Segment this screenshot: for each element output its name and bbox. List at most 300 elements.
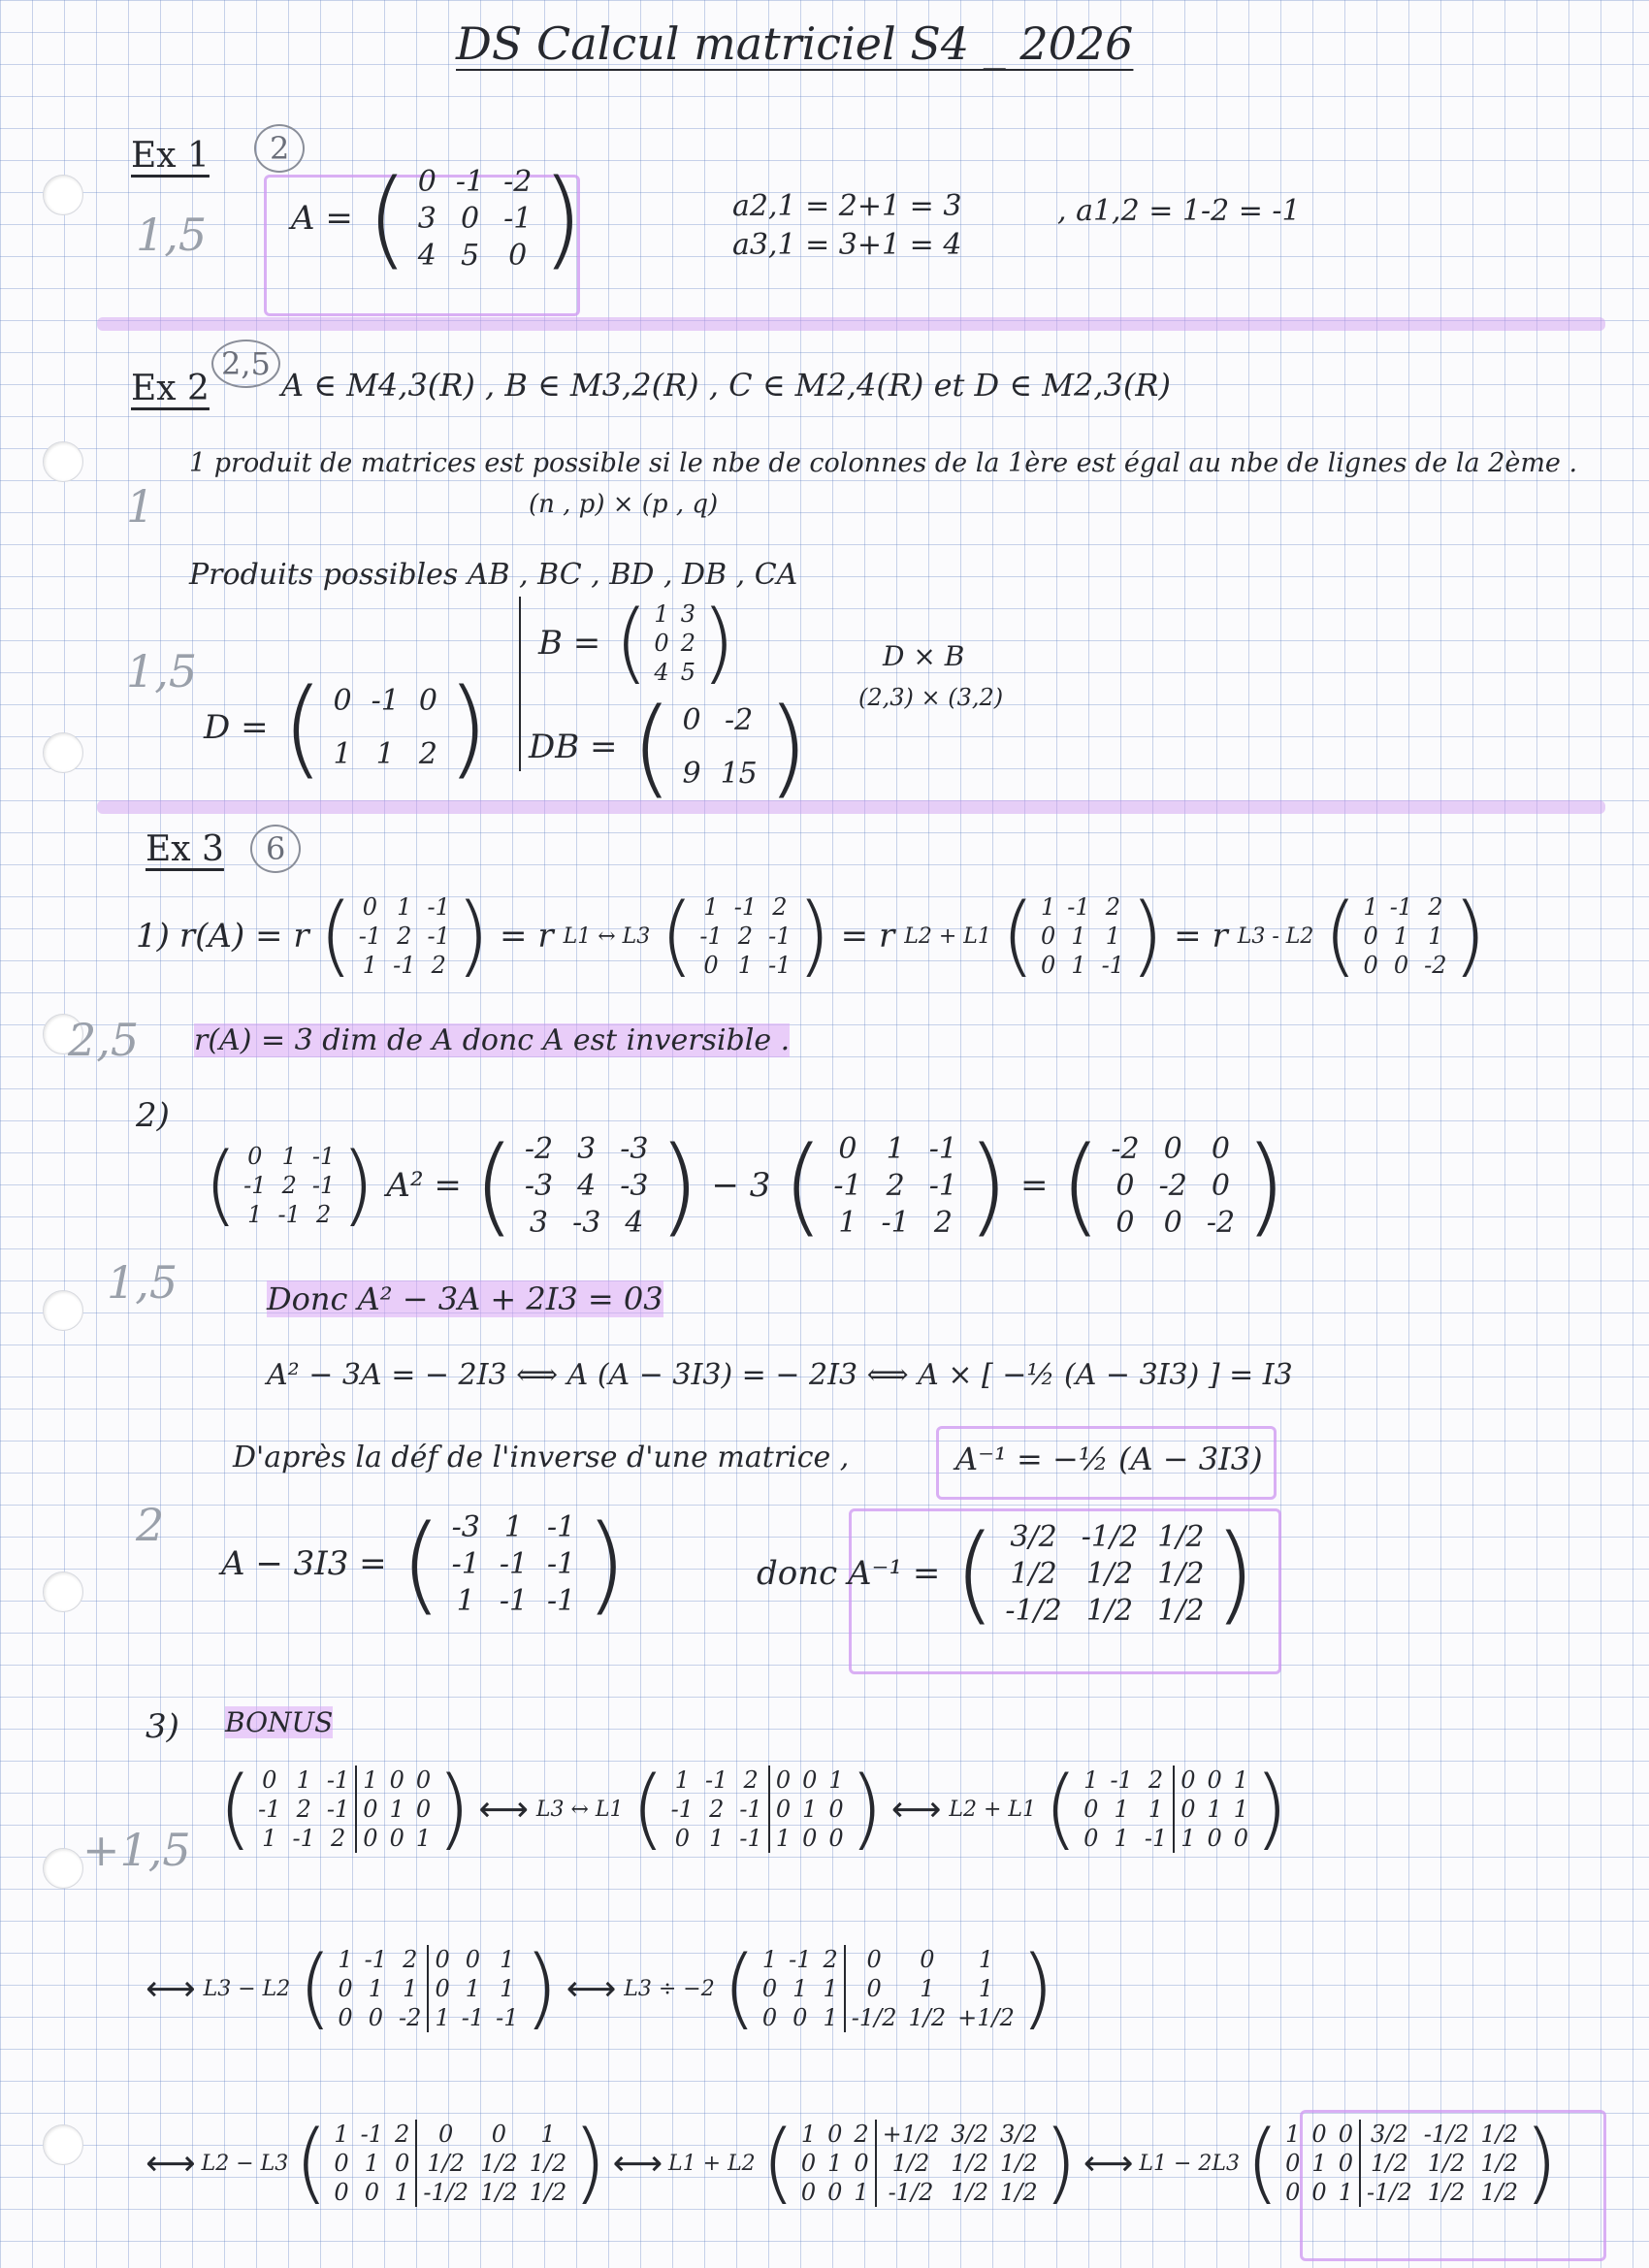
matrix-cell: 3/2 [1010, 1519, 1057, 1554]
matrix-row [1078, 1766, 1254, 1795]
matrix-cell: 1 [403, 1975, 418, 2002]
matrix-cell: 3 [417, 201, 436, 236]
ex1-label: Ex 1 [131, 136, 210, 176]
matrix-cell: 1 [1114, 1796, 1129, 1823]
matrix-cell: 2 [296, 1796, 311, 1823]
matrix-row [238, 1200, 340, 1229]
matrix-cell: 1 [823, 1975, 838, 2002]
matrix-cell: 0 [828, 1796, 844, 1823]
matrix-A [366, 156, 584, 280]
matrix-cell: 1/2 [1157, 1556, 1205, 1591]
ex3-margin-score-3: 2 [136, 1499, 165, 1551]
matrix-cell: 3 [680, 600, 695, 628]
ex3-margin-score-1: 2,5 [68, 1014, 140, 1066]
matrix-cell: -1 [1389, 893, 1413, 921]
matrix-row [515, 1204, 659, 1241]
matrix-cell: 1 [1207, 1796, 1222, 1823]
matrix-cell: -2 [399, 2004, 422, 2031]
matrix-row [795, 2149, 1044, 2178]
matrix-row [824, 1130, 967, 1167]
matrix-cell: 1 [920, 1975, 935, 2002]
binder-hole [43, 175, 83, 215]
matrix-cell: 1 [1040, 893, 1056, 921]
matrix-cell: -1 [258, 1796, 281, 1823]
matrix-grid [824, 1130, 967, 1241]
matrix-cell: 1 [1233, 1796, 1249, 1823]
matrix-cell: 2 [397, 923, 412, 950]
matrix-cell: 0 [362, 893, 378, 921]
matrix-cell: -2 [1111, 1131, 1140, 1166]
gauss-jordan-row-2: ⟷ L3 − L2 ( 1 -1 2 0 0 1 0 1 1 0 1 1 0 0 -2 1 -1 -1 ) ⟷ L3 ÷ −2 ( 1 -1 2 0 0 1 0 1 1 0 1 1 0 0 1 -1/2 1/2 +1/2 ) [146, 1937, 1054, 2039]
matrix-cell: -1/2 [845, 2003, 903, 2032]
matrix-row [795, 2120, 1044, 2149]
q3-label: 3) [146, 1707, 179, 1746]
paren-left: ( [472, 1123, 515, 1247]
matrix-row [757, 2003, 1020, 2032]
augmented-matrix [1245, 2112, 1559, 2214]
matrix-cell: 0 [800, 2179, 817, 2206]
paren-right: ) [849, 1758, 884, 1860]
matrix-cell: 0 [418, 684, 437, 718]
matrix-cell: 0 [802, 1825, 818, 1852]
matrix-cell: 1/2 [1000, 2150, 1038, 2177]
augmented-matrix [294, 2112, 607, 2214]
matrix-cell: -1 [670, 1796, 695, 1823]
matrix-cell: 4 [654, 659, 669, 686]
matrix-cell: 1 [362, 952, 378, 979]
augmented-matrix [218, 1758, 471, 1860]
paren-left: ( [614, 592, 649, 694]
matrix-cell: 2 [431, 952, 446, 979]
matrix-row [442, 1508, 586, 1545]
paren-left: ( [630, 1758, 665, 1860]
matrix-row [1358, 922, 1453, 951]
matrix-row [408, 200, 542, 237]
matrix-cell: 2 [281, 1172, 297, 1199]
matrix-cell: 0 [1163, 1131, 1182, 1166]
matrix-grid [328, 2120, 572, 2207]
paren-left: ( [1245, 2112, 1280, 2214]
matrix-cell: 1 [654, 600, 669, 628]
matrix-cell: 1/2 [480, 2179, 518, 2206]
matrix-A-label: A = [291, 199, 353, 238]
matrix-DB [630, 685, 809, 809]
matrix-cell: 1 [338, 1946, 353, 1973]
matrix-cell: 1 [334, 2121, 349, 2148]
matrix-cell: 1 [1105, 923, 1120, 950]
matrix-cell: -1 [789, 1946, 812, 1973]
matrix-row [353, 922, 456, 951]
matrix-cell: -1 [326, 1796, 350, 1823]
matrix-cell: -2 [524, 1131, 554, 1166]
matrix-cell: 1 [978, 1946, 994, 1973]
paren-right: ) [1213, 1511, 1256, 1636]
matrix-cell: 1/2 [1010, 1556, 1057, 1591]
matrix-cell: 0 [761, 2004, 778, 2031]
matrix-cell: -1 [699, 923, 723, 950]
matrix-cell: 2 [330, 1825, 346, 1852]
matrix-grid [648, 599, 701, 687]
matrix-cell: 1 [1363, 893, 1378, 921]
matrix-row [442, 1545, 586, 1582]
augmented-matrix [298, 1937, 559, 2039]
matrix-row [1035, 922, 1130, 951]
matrix-cell: 2 [772, 893, 788, 921]
matrix-cell: 0 [1083, 1796, 1099, 1823]
matrix-cell: -1 [371, 684, 400, 718]
matrix-cell: 1/2 [951, 2150, 989, 2177]
matrix-cell: 1 [281, 1143, 297, 1170]
matrix-row [1358, 951, 1453, 980]
augmented-matrix [630, 1758, 884, 1860]
matrix-cell: -1 [833, 1168, 862, 1203]
matrix-cell: 0 [417, 164, 436, 199]
matrix-cell: 0 [428, 1974, 455, 2003]
matrix-cell: 1 [356, 1766, 383, 1795]
matrix-cell: 1 [503, 1509, 523, 1544]
matrix-cell: -1/2 [1423, 2121, 1470, 2148]
matrix-row [665, 1795, 850, 1824]
matrix-cell: -1 [451, 1546, 480, 1581]
matrix-cell: 2 [1105, 893, 1120, 921]
matrix-grid [332, 1945, 524, 2032]
matrix-row [1035, 892, 1130, 922]
paren-right: ) [572, 2112, 607, 2214]
matrix-cell: 1 [1174, 1824, 1201, 1853]
row-operation: L2 + L1 [949, 1797, 1037, 1822]
ex1-calc-1: a2,1 = 2+1 = 3 [732, 189, 962, 223]
matrix-cell: -1/2 [1360, 2178, 1418, 2207]
matrix-row [757, 1974, 1020, 2003]
matrix-cell: 0 [802, 1766, 818, 1794]
matrix-cell: 1/2 [1085, 1556, 1134, 1591]
matrix-grid [408, 163, 542, 274]
matrix-cell: 0 [334, 2150, 349, 2177]
matrix-cell: 0 [845, 1945, 903, 1974]
matrix-cell: 0 [1116, 1168, 1135, 1203]
ex3-margin-score-2: 1,5 [107, 1256, 178, 1309]
row-operation: L1 + L2 [668, 2151, 756, 2176]
paren-right: ) [1245, 1123, 1286, 1247]
matrix-cell: 1/2 [1000, 2179, 1038, 2206]
ex2-score: 2,5 [211, 340, 280, 388]
matrix-cell: 0 [1338, 2150, 1353, 2177]
matrix-cell: -1 [277, 1201, 301, 1228]
matrix-cell: 4 [577, 1168, 597, 1203]
matrix-row [332, 1974, 524, 2003]
matrix-row [332, 1945, 524, 1974]
ex2-matrix-DB [529, 685, 809, 809]
matrix-cell: -1 [503, 201, 533, 236]
matrix-cell: -1 [326, 1766, 350, 1794]
matrix-grid [1279, 2120, 1524, 2207]
matrix-row [648, 599, 701, 629]
matrix-row [323, 674, 446, 728]
matrix-cell: 1 [333, 737, 352, 771]
matrix-cell: -2 [1206, 1205, 1236, 1240]
matrix-cell: -1 [499, 1583, 529, 1618]
matrix-cell: 1 [247, 1201, 263, 1228]
matrix-row [672, 694, 766, 747]
matrix-cell: 1 [827, 2150, 843, 2177]
matrix-cell: -1 [311, 1143, 336, 1170]
matrix-grid [252, 1766, 436, 1853]
matrix-grid [1358, 892, 1453, 980]
matrix-cell: -1 [461, 2004, 485, 2031]
matrix-row [824, 1204, 967, 1241]
matrix-cell: 1/2 [1427, 2150, 1466, 2177]
matrix-cell: 4 [417, 238, 436, 273]
matrix-row [995, 1592, 1213, 1629]
matrix-cell: -1 [496, 2004, 519, 2031]
matrix-row [328, 2120, 572, 2149]
matrix-cell: 2 [403, 1946, 418, 1973]
matrix-cell: 1 [828, 1766, 844, 1794]
matrix-cell: 0 [1040, 952, 1056, 979]
matrix-cell: 5 [680, 659, 695, 686]
paren-left: ( [281, 665, 324, 790]
row-op-3: L3 - L2 [1237, 923, 1314, 949]
section-separator [97, 800, 1605, 814]
matrix-cell: -1 [547, 1583, 576, 1618]
ex3-score: 6 [250, 825, 301, 873]
matrix-cell: 1 [465, 1975, 481, 2002]
matrix-cell: -2 [1158, 1168, 1187, 1203]
ex2-label: Ex 2 [131, 369, 210, 408]
matrix-cell: 2 [418, 737, 437, 771]
matrix-row [694, 951, 796, 980]
matrix-cell: 1 [262, 1825, 277, 1852]
paren-right: ) [524, 1937, 559, 2039]
matrix-row [1279, 2120, 1524, 2149]
inverse-formula: A⁻¹ = −½ (A − 3I3) [955, 1441, 1263, 1477]
matrix-cell: 1/2 [1157, 1593, 1205, 1628]
matrix-A [318, 885, 491, 987]
matrix-row [648, 629, 701, 658]
section-separator [97, 317, 1605, 331]
matrix-cell: -1/2 [1081, 1519, 1139, 1554]
paren-left: ( [400, 1502, 442, 1626]
matrix-cell: 3/2 [1360, 2120, 1418, 2149]
matrix-cell: -3 [620, 1168, 649, 1203]
matrix-cell: 0 [769, 1795, 796, 1824]
matrix-cell: 0 [1040, 923, 1056, 950]
matrix-row [665, 1824, 850, 1853]
matrix-cell: 1 [500, 1975, 515, 2002]
binder-hole [43, 1290, 83, 1331]
matrix-cell: 0 [1363, 952, 1378, 979]
equals-sign: = [1019, 1166, 1049, 1205]
matrix-step-2 [1000, 885, 1165, 987]
matrix-grid [995, 1518, 1213, 1629]
matrix-cell: -1 [499, 1546, 529, 1581]
matrix-cell: 0 [800, 2150, 817, 2177]
matrix-cell: 1 [802, 1796, 818, 1823]
matrix-cell: 1 [1083, 1766, 1099, 1794]
paren-right: ) [585, 1502, 628, 1626]
paren-right: ) [796, 885, 831, 987]
matrix-cell: 1 [1311, 2150, 1327, 2177]
augmented-matrix [1044, 1758, 1289, 1860]
matrix-cell: 1 [375, 737, 395, 771]
paren-right: ) [541, 156, 584, 280]
matrix-cell: 2 [395, 2121, 410, 2148]
matrix-row [252, 1795, 436, 1824]
matrix-cell: -1/2 [416, 2178, 474, 2207]
binder-hole [43, 1848, 83, 1889]
matrix-step-3 [1323, 885, 1487, 987]
matrix-cell: 1/2 [1480, 2179, 1519, 2206]
matrix-cell: 1 [1114, 1825, 1129, 1852]
equivalence-line: A² − 3A = − 2I3 ⟺ A (A − 3I3) = − 2I3 ⟺ A × [ −½ (A − 3I3) ] = I3 [267, 1358, 1293, 1392]
matrix-cell: 0 [262, 1766, 277, 1794]
matrix-cell: 0 [364, 2179, 379, 2206]
row-op-1: L1 ↔ L3 [563, 923, 651, 949]
matrix-cell: 0 [1207, 1825, 1222, 1852]
matrix-cell: -3 [572, 1205, 601, 1240]
matrix-result [1059, 1123, 1286, 1247]
matrix-cell: 0 [1211, 1131, 1230, 1166]
matrix-cell: 1 [456, 1583, 475, 1618]
matrix-cell: 3/2 [1000, 2121, 1038, 2148]
matrix-cell: 1/2 [1360, 2149, 1418, 2178]
matrix-cell: -2 [1424, 952, 1447, 979]
matrix-cell: 2 [886, 1168, 905, 1203]
matrix-row [694, 922, 796, 951]
paren-left: ( [782, 1123, 824, 1247]
matrix-cell: -1 [393, 952, 416, 979]
matrix-cell: 0 [415, 1766, 432, 1794]
matrix-row [408, 237, 542, 274]
matrix-cell: 2 [709, 1796, 725, 1823]
matrix-row [1358, 892, 1453, 922]
matrix-row [328, 2178, 572, 2207]
matrix-cell: 1 [415, 1825, 432, 1852]
matrix-cell: -1 [547, 1509, 576, 1544]
matrix-row [1078, 1795, 1254, 1824]
matrix-cell: -1 [1067, 893, 1090, 921]
paren-left: ( [204, 1134, 239, 1236]
matrix-cell: 0 [827, 2121, 843, 2148]
matrix-cell: -2 [503, 164, 533, 199]
ex3-label: Ex 3 [146, 829, 224, 869]
matrix-grid [1078, 1766, 1254, 1853]
matrix-cell: 0 [395, 2150, 410, 2177]
paren-left: ( [954, 1511, 996, 1636]
matrix-cell: -1 [427, 893, 450, 921]
A-squared-label: A² = [386, 1166, 462, 1205]
row-operation: L3 ÷ −2 [624, 1976, 715, 2001]
matrix-row [353, 892, 456, 922]
matrix-cell: 0 [827, 2179, 843, 2206]
matrix-row [332, 2003, 524, 2032]
matrix-cell: -1 [705, 1766, 728, 1794]
matrix-row [1078, 1824, 1254, 1853]
equals-sign: = r [500, 917, 554, 956]
matrix-cell: 2 [737, 923, 754, 950]
matrix-cell: 1 [395, 2179, 410, 2206]
matrix-cell: 0 [356, 1795, 383, 1824]
matrix-cell: 1 [838, 1205, 857, 1240]
paren-right: ) [1452, 885, 1487, 987]
matrix-cell: 0 [1211, 1168, 1230, 1203]
paren-right: ) [455, 885, 491, 987]
matrix-cell: 1 [709, 1825, 725, 1852]
ex2-rule-formula: (n , p) × (p , q) [529, 490, 719, 519]
matrix-cell: -1 [733, 893, 758, 921]
matrix-step-1 [660, 885, 831, 987]
matrix-A-inverse [954, 1511, 1256, 1636]
row-operation: L3 − L2 [203, 1976, 291, 2001]
matrix-cell: 0 [769, 1766, 796, 1795]
paren-left: ( [366, 156, 408, 280]
matrix-cell: -3 [620, 1131, 649, 1166]
matrix-cell: -3 [524, 1168, 554, 1203]
matrix-cell: -1 [881, 1205, 910, 1240]
matrix-row [1279, 2178, 1524, 2207]
matrix-cell: -1 [455, 164, 485, 199]
matrix-cell: -1 [1110, 1766, 1133, 1794]
matrix-cell: 0 [338, 2004, 353, 2031]
gauss-jordan-row-1: ( 0 1 -1 1 0 0 -1 2 -1 0 1 0 1 -1 2 0 0 1 ) ⟷ L3 ↔ L1 ( 1 -1 2 0 0 1 -1 2 -1 0 1 0 0 1 -1 1 0 0 ) ⟷ L2 + L1 ( 1 -1 2 0 0 1 0 1 1 0 1 1 0 1 -1 1 0 0 ) [218, 1758, 1289, 1860]
matrix-row [252, 1824, 436, 1853]
paren-right: ) [446, 665, 489, 790]
matrix-cell: 3 [529, 1205, 548, 1240]
matrix-row [238, 1171, 340, 1200]
matrix-cell: 1 [823, 2004, 838, 2031]
matrix-cell: 0 [682, 703, 701, 737]
matrix-grid [515, 1130, 659, 1241]
matrix-cell: 1 [500, 1946, 515, 1973]
minus-3: − 3 [711, 1166, 771, 1205]
matrix-D [281, 665, 489, 790]
matrix-row [1101, 1204, 1245, 1241]
paren-right: ) [1254, 1758, 1289, 1860]
matrix-cell: 0 [1174, 1766, 1201, 1795]
binder-hole [43, 2124, 83, 2165]
ex1-matrix-A [291, 156, 584, 280]
paren-right: ) [1524, 2112, 1559, 2214]
matrix-cell: 1 [761, 1946, 778, 1973]
matrix-cell: 0 [828, 1825, 844, 1852]
matrix-cell: -1 [739, 1825, 762, 1852]
matrix-A [204, 1134, 375, 1236]
ex1-score: 2 [254, 124, 305, 173]
matrix-cell: 1 [1285, 2121, 1301, 2148]
matrix-cell: 0 [792, 2004, 808, 2031]
matrix-row [672, 747, 766, 800]
matrix-cell: 3 [577, 1131, 597, 1166]
matrix-cell: -1 [768, 952, 792, 979]
paren-left: ( [1000, 885, 1035, 987]
equals-sign: = r [1174, 917, 1228, 956]
matrix-grid [323, 674, 446, 781]
matrix-cell: 2 [933, 1205, 953, 1240]
matrix-row [694, 892, 796, 922]
matrix-cell: 0 [1311, 2121, 1327, 2148]
matrix-cell: 0 [1363, 923, 1378, 950]
matrix-cell: 1 [800, 2121, 817, 2148]
ex2-statement: A ∈ M4,3(R) , B ∈ M3,2(R) , C ∈ M2,4(R) et D ∈ M2,3(R) [281, 367, 1171, 404]
paren-right: ) [436, 1758, 471, 1860]
matrix-cell: 1 [397, 893, 412, 921]
matrix-row [1101, 1130, 1245, 1167]
q2-label: 2) [136, 1096, 170, 1135]
matrix-cell: 15 [720, 757, 758, 791]
matrix-row [442, 1582, 586, 1619]
matrix-cell: 0 [415, 1796, 432, 1823]
augmented-matrix [760, 2112, 1078, 2214]
